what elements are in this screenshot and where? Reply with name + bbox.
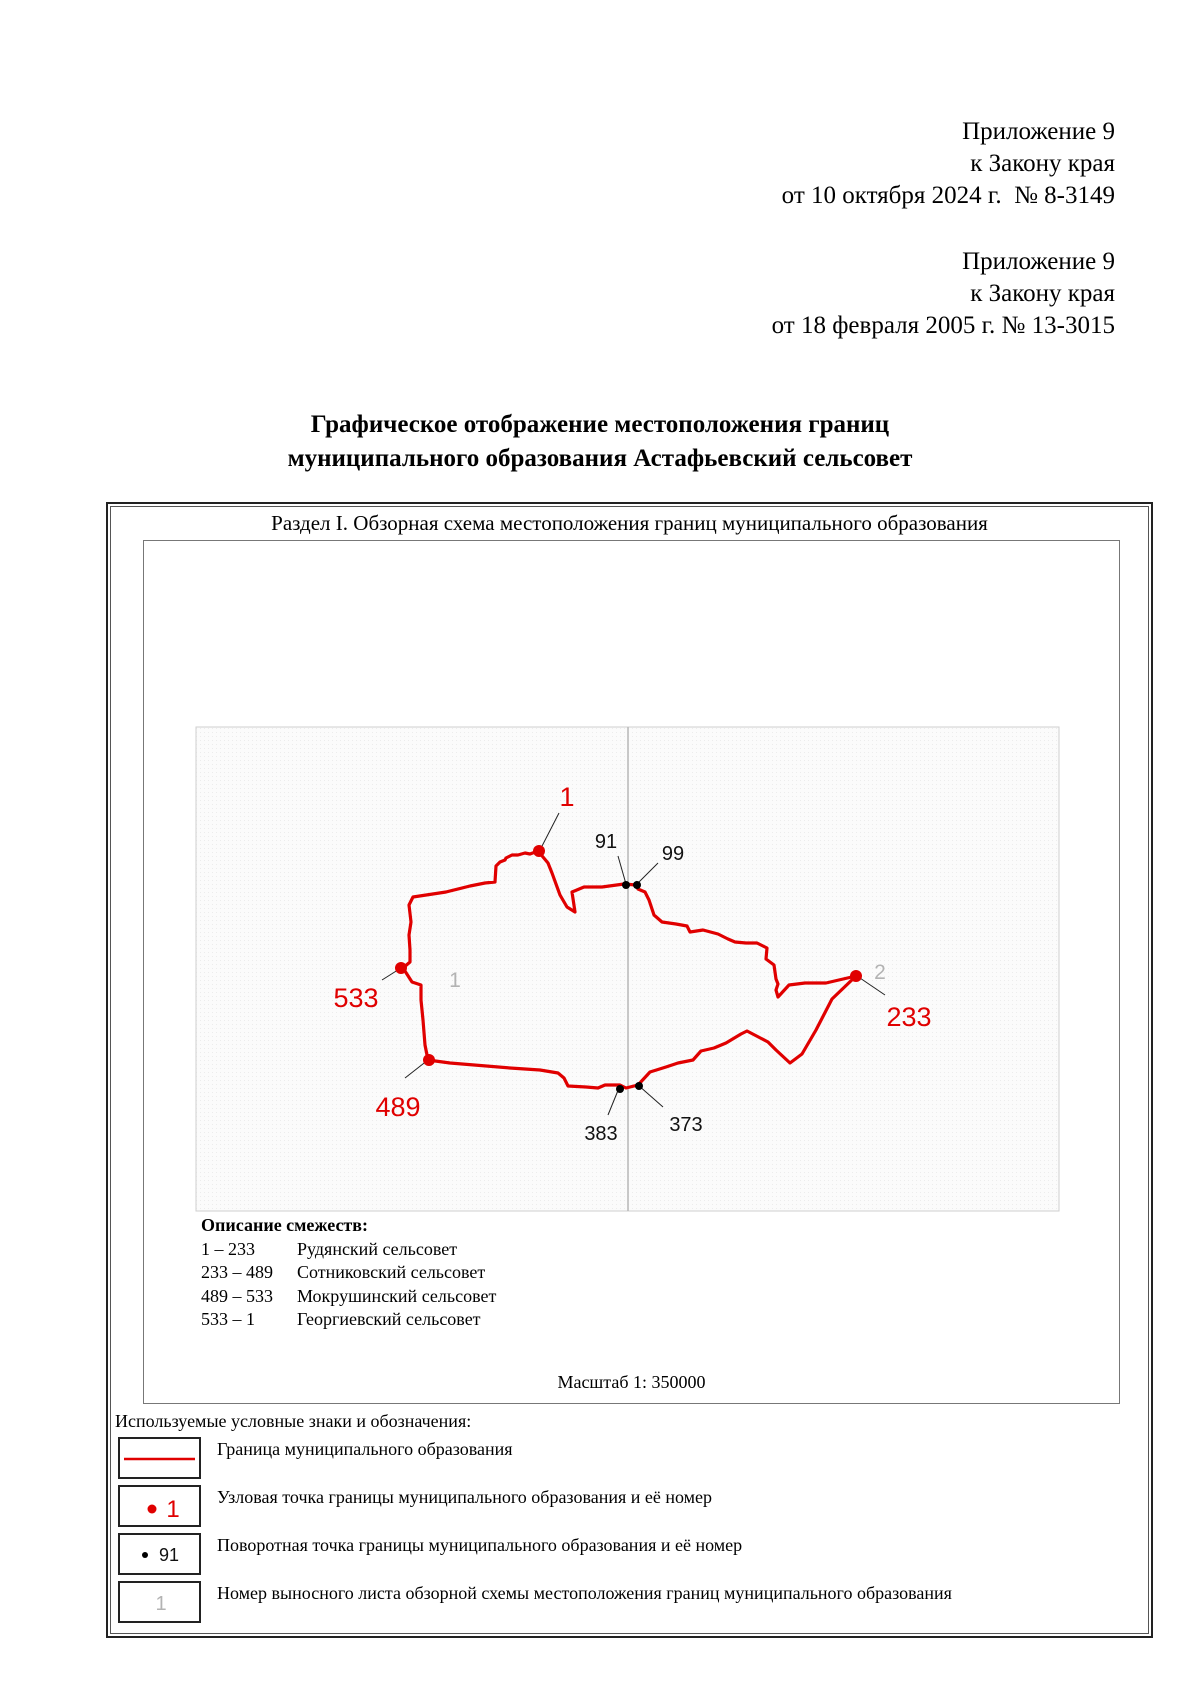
appendix-line: Приложение 9 [962, 118, 1115, 145]
sheet-number-2: 2 [874, 961, 886, 984]
appendix-line: от 10 октября 2024 г. № 8-3149 [781, 182, 1115, 209]
turn-point-373 [635, 1082, 643, 1090]
legend-node-sample-label: 1 [166, 1496, 180, 1523]
map-scale: Масштаб 1: 350000 [557, 1372, 706, 1392]
appendix-line: Приложение 9 [962, 248, 1115, 275]
node-label-533: 533 [333, 983, 379, 1013]
legend-sheet-sample-label: 1 [155, 1593, 167, 1615]
node-point-533 [395, 962, 407, 974]
turn-point-99 [633, 881, 641, 889]
turn-point-383 [616, 1085, 624, 1093]
legend-text-node-point: Узловая точка границы муниципального образования и её номер [217, 1487, 713, 1507]
adjacency-name: Мокрушинский сельсовет [297, 1285, 497, 1306]
title-line-2: муниципального образования Астафьевский сельсовет [287, 445, 913, 472]
adjacency-row [201, 1308, 496, 1332]
red-line-symbol-icon [120, 1439, 199, 1477]
legend-sample-sheet-number [118, 1581, 201, 1623]
node-label-489: 489 [375, 1092, 421, 1122]
adjacency-range: 489 – 533 [201, 1285, 273, 1306]
turn-label-91: 91 [594, 831, 618, 853]
appendix-line: от 18 февраля 2005 г. № 13-3015 [771, 312, 1115, 339]
legend-title: Используемые условные знаки и обозначения: [115, 1411, 472, 1431]
appendix-line: к Закону края [970, 150, 1115, 177]
black-dot-symbol-icon [120, 1535, 199, 1573]
adjacency-description [201, 1214, 496, 1332]
node-point-233 [850, 970, 862, 982]
adjacency-name: Георгиевский сельсовет [297, 1309, 481, 1329]
legend-sample-boundary-line [118, 1437, 201, 1479]
adjacency-range: 533 – 1 [201, 1309, 255, 1329]
node-label-233: 233 [886, 1002, 932, 1032]
adjacency-row [201, 1285, 496, 1309]
sheet-number-1: 1 [449, 969, 461, 992]
adjacency-range: 1 – 233 [201, 1238, 255, 1259]
turn-label-383: 383 [584, 1123, 618, 1145]
section-caption: Раздел I. Обзорная схема местоположения границ муниципального образования [271, 511, 988, 535]
legend-text-turn-point: Поворотная точка границы муниципального образования и её номер [217, 1535, 743, 1555]
adjacency-range: 233 – 489 [201, 1262, 273, 1282]
adjacency-title: Описание смежеств: [201, 1215, 368, 1235]
gray-number-symbol-icon [120, 1583, 199, 1621]
turn-label-373: 373 [669, 1114, 703, 1136]
appendix-line: к Закону края [970, 280, 1115, 307]
title-line-1: Графическое отображение местоположения границ [310, 411, 890, 438]
turn-label-99: 99 [661, 843, 685, 865]
legend-text-boundary: Граница муниципального образования [217, 1439, 513, 1459]
node-label-1: 1 [559, 782, 575, 812]
node-point-1 [533, 845, 545, 857]
adjacency-name: Сотниковский сельсовет [297, 1262, 486, 1282]
node-point-489 [423, 1054, 435, 1066]
turn-point-91 [622, 881, 630, 889]
legend-sample-node-point [118, 1485, 201, 1527]
adjacency-row [201, 1238, 496, 1262]
red-dot-symbol-icon [120, 1487, 199, 1525]
legend-text-sheet-number: Номер выносного листа обзорной схемы местоположения границ муниципального образования [217, 1583, 952, 1603]
adjacency-row [201, 1261, 496, 1285]
legend-turn-sample-label: 91 [158, 1545, 180, 1565]
legend-sample-turn-point [118, 1533, 201, 1575]
adjacency-name: Рудянский сельсовет [297, 1238, 458, 1259]
